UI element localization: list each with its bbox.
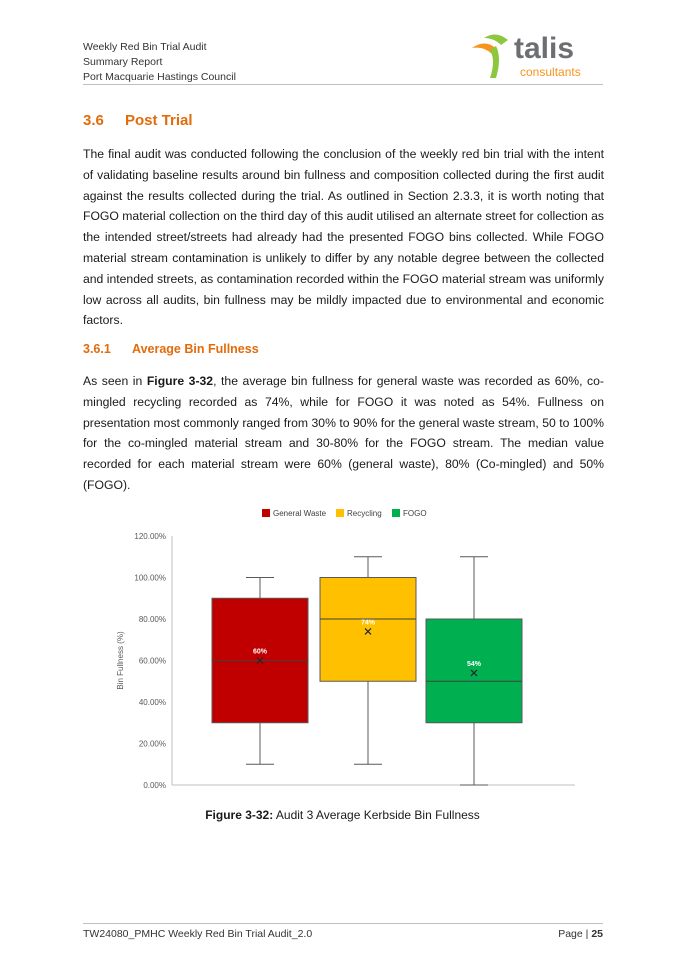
figure-reference: Figure 3-32 [146, 374, 214, 388]
logo-wordmark: talis [514, 32, 575, 65]
section-number: 3.6 [83, 112, 104, 129]
header-divider [83, 84, 603, 85]
y-axis-title: Bin Fullness (%) [116, 631, 125, 690]
footer-divider [83, 923, 603, 924]
y-tick-label: 40.00% [138, 698, 166, 707]
header-subtitle: Summary Report [83, 56, 163, 68]
y-tick-label: 60.00% [138, 656, 166, 666]
mean-label: 54% [466, 660, 482, 668]
mean-label: 60% [252, 648, 268, 656]
y-tick-label: 100.00% [134, 573, 166, 583]
body-paragraph-1: The final audit was conducted following the conclusion of the weekly red bin trial with the intent of validating baseline results around bin fullness and composition collected during the first audit against the results collected during the trial. As outlined in Section 2.3.3, it is worth noting that FOGO material collection on the third day of this audit utilised an alternate street for collection as the intended street/streets had already had the presented FOGO bins collected. While FOGO material stream contamination is unlikely to differ by any notable degree between the collected and intended streets, as contamination recorded within the FOGO material stream was uniformly low across all audits, bin fullness may be mildly impacted due to environmental and economic factors. [83, 147, 604, 328]
legend-swatch [262, 509, 270, 517]
box-fogo [426, 619, 522, 723]
section-title: Post Trial [125, 112, 193, 129]
page-label: Page | [558, 928, 592, 940]
legend-label: General Waste [273, 509, 327, 518]
legend-label: FOGO [403, 509, 427, 518]
page-number: 25 [591, 928, 603, 940]
talis-logo [470, 28, 610, 86]
y-tick-label: 0.00% [143, 781, 166, 790]
header-client: Port Macquarie Hastings Council [83, 71, 236, 83]
header-title: Weekly Red Bin Trial Audit [83, 41, 207, 53]
subsection-heading [83, 342, 259, 356]
subsection-number: 3.6.1 [83, 342, 111, 356]
paragraph-text-before: As seen in [83, 374, 147, 388]
logo-tagline: consultants [520, 65, 581, 79]
legend-label: Recycling [347, 509, 382, 518]
caption-text: Audit 3 Average Kerbside Bin Fullness [273, 808, 480, 822]
body-paragraph-2 [83, 371, 604, 496]
legend-swatch [336, 509, 344, 517]
box-recycling [320, 578, 416, 682]
legend-swatch [392, 509, 400, 517]
subsection-title: Average Bin Fullness [132, 342, 259, 356]
document-header [83, 40, 236, 85]
caption-label: Figure 3-32: [205, 808, 274, 822]
section-heading [83, 112, 193, 129]
y-tick-label: 120.00% [134, 532, 166, 541]
paragraph-text-after: , the average bin fullness for general waste was recorded as 60%, co-mingled recycling recorded as 74%, while for FOGO it was noted as 54%. Fullness on presentation most commonly ranged from 30% to 90% for the general waste stream, 50 to 100% for the co-mingled material stream and 30-80% for the FOGO stream. The median value recorded for each material stream were 60% (general waste), 80% (Co-mingled) and 50% (FOGO). [83, 374, 604, 492]
bin-fullness-boxplot [110, 500, 580, 800]
y-tick-label: 80.00% [138, 615, 166, 624]
footer-page [558, 928, 603, 940]
y-tick-label: 20.00% [138, 739, 166, 749]
figure-caption [0, 808, 685, 822]
mean-label: 74% [360, 619, 376, 627]
footer-document-id: TW24080_PMHC Weekly Red Bin Trial Audit_2.0 [83, 928, 313, 940]
